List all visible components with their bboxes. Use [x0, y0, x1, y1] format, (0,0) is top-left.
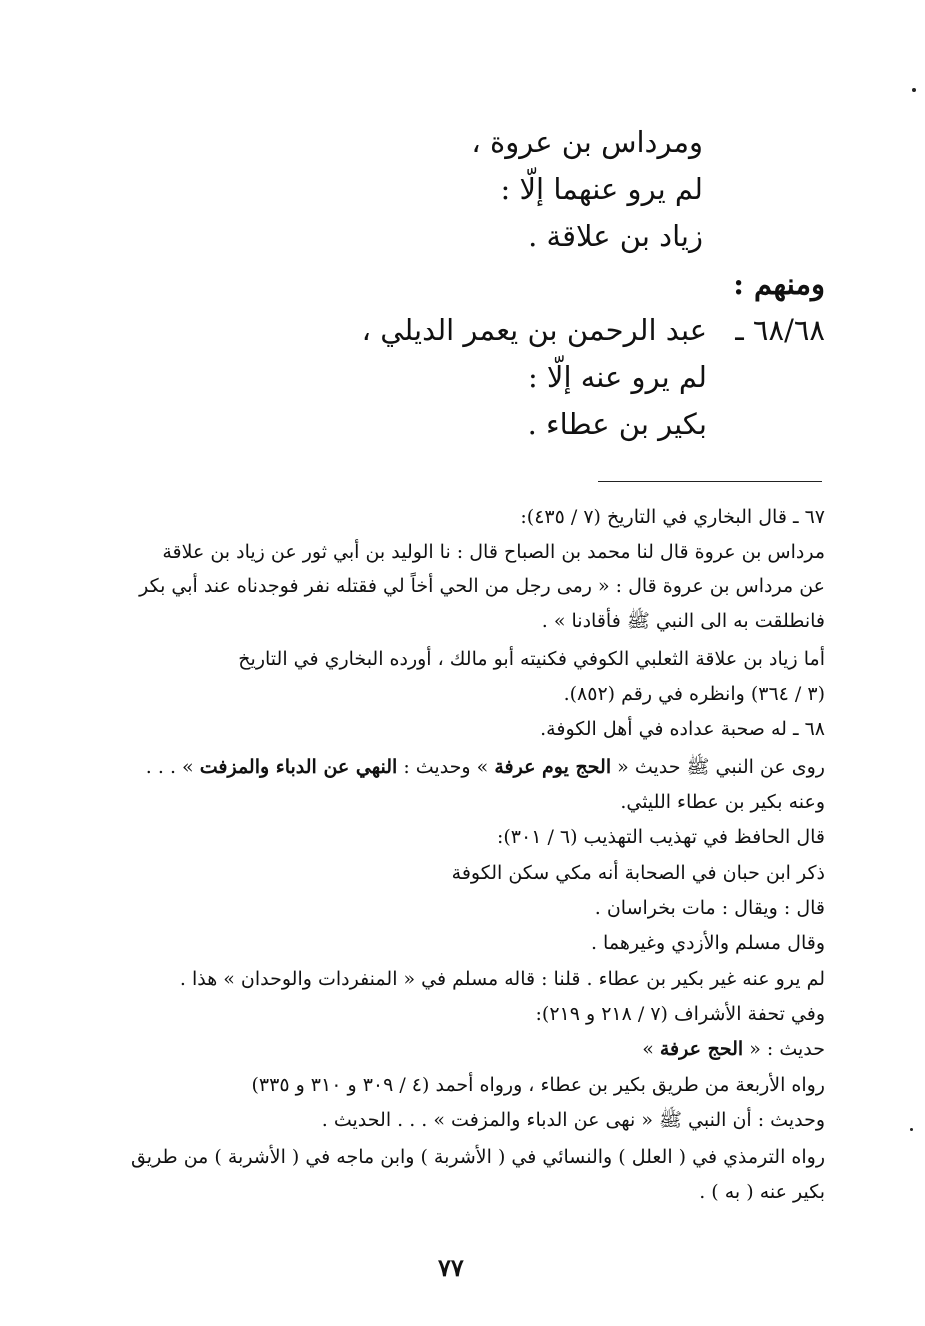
hadith-title-hajj-arafa: الحج عرفة [659, 1038, 744, 1060]
footnote-68-line-3: قال الحافظ في تهذيب التهذيب (٦ / ٣٠١): [496, 826, 825, 848]
page-number: ٧٧ [438, 1253, 464, 1282]
footnote-67-line-3: فانطلقت به الى النبي ﷺ فأقادنا » . [541, 610, 825, 632]
footnote-67-line-4: أما زياد بن علاقة الثعلبي الكوفي فكنيته أبو مالك ، أورده البخاري في التاريخ [238, 648, 825, 670]
footnote-67-line-5: (٣ / ٣٦٤) وانظره في رقم (٨٥٢). [563, 683, 825, 705]
footnote-68-heading: ٦٨ ـ له صحبة عداده في أهل الكوفة. [540, 718, 825, 740]
main-line-2: لم يرو عنهما إلّا : [500, 172, 703, 206]
footnote-68-line-9 [642, 1040, 825, 1059]
main-line-1: ومرداس بن عروة ، [471, 125, 703, 159]
footnote-68-line-10: رواه الأربعة من طريق بكير بن عطاء ، ورواه أحمد (٤ / ٣٠٩ و ٣١٠ و ٣٣٥) [251, 1074, 825, 1096]
footnote-68-line-1-e: » . . . [145, 756, 194, 778]
footnote-68-line-8: وفي تحفة الأشراف (٧ / ٢١٨ و ٢١٩): [535, 1003, 825, 1025]
scan-speck [910, 1128, 913, 1131]
footnote-68-line-12: رواه الترمذي في ( العلل ) والنسائي في ( الأشربة ) وابن ماجه في ( الأشربة ) من طريق [130, 1146, 825, 1168]
main-line-5: لم يرو عنه إلّا : [527, 360, 707, 394]
hadith-title-hajj-arafa-day: الحج يوم عرفة [494, 756, 612, 778]
footnote-68-line-2: وعنه بكير بن عطاء الليثي. [620, 791, 825, 813]
footnote-68-line-11: وحديث : أن النبي ﷺ « نهى عن الدباء والمزفت » . . . الحديث . [321, 1109, 825, 1131]
footnote-68-line-5: قال : ويقال : مات بخراسان . [594, 897, 825, 919]
footnote-68-line-1-a: روى عن النبي ﷺ حديث « [617, 756, 825, 778]
footnote-67-line-1: مرداس بن عروة قال لنا محمد بن الصباح قال : نا الوليد بن أبي ثور عن زياد بن علاقة [162, 541, 825, 563]
entry-number: ٦٨/٦٨ ـ [735, 313, 825, 347]
footnote-68-line-1-c: » وحديث : [403, 756, 489, 778]
footnote-separator [598, 481, 822, 482]
footnote-68-line-4: ذكر ابن حبان في الصحابة أنه مكي سكن الكوفة [451, 862, 825, 884]
footnote-68-line-9-a: حديث : « [749, 1038, 825, 1060]
footnote-67-line-2: عن مرداس بن عروة قال : « رمى رجل من الحي أخاً لي فقتله نفر فوجدناه عند أبي بكر [139, 575, 825, 597]
main-line-6: بكير بن عطاء . [527, 407, 707, 441]
footnote-68-line-1 [146, 758, 825, 777]
section-label: ومنهم : [733, 267, 825, 301]
footnote-67-heading: ٦٧ ـ قال البخاري في التاريخ (٧ / ٤٣٥): [520, 506, 825, 528]
hadith-title-dubba-muzaffat: النهي عن الدباء والمزفت [199, 756, 398, 778]
footnote-68-line-9-c: » [642, 1038, 654, 1060]
footnote-68-line-6: وقال مسلم والأزدي وغيرهما . [590, 932, 825, 954]
main-line-3: زياد بن علاقة . [528, 219, 703, 253]
footnote-68-line-13: بكير عنه ( به ) . [699, 1181, 825, 1203]
scan-speck [912, 88, 916, 92]
footnote-68-line-7: لم يرو عنه غير بكير بن عطاء . قلنا : قاله مسلم في « المنفردات والوحدان » هذا . [179, 968, 825, 990]
entry-name: عبد الرحمن بن يعمر الديلي ، [361, 313, 707, 347]
